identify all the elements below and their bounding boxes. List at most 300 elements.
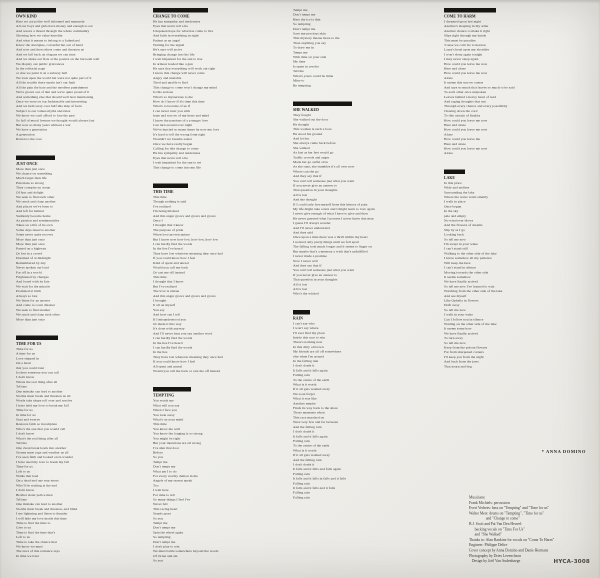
lyric-line: With time on your side [293,55,327,60]
lyric-line: Save my precious skin [293,31,326,36]
lyrics-section [16,155,152,322]
lyric-line: It falls and it falls again [293,434,328,439]
lyric-line: Here the ice is thin [293,17,321,22]
lyric-line: She walked out the door [293,117,329,122]
lyric-line: that you could trust [16,365,45,370]
section-title: SHE WALKED [293,107,319,112]
lyric-line: This racing heart [153,506,178,511]
lyric-line: I know the passions of a younger love [153,118,209,123]
lyric-line: It seems somehow [444,274,471,279]
lyric-line: Once I [153,218,163,223]
lyric-line: You know me well [153,426,181,431]
lyric-line: Watching from the other side of the lake [444,289,503,294]
lyric-line: Emotions so strong [16,180,44,185]
lyric-line: And we held sway over half this ship of fools [16,104,82,109]
lyric-line: Once we were on top fashionable and interesting [16,99,87,104]
lyric-line: Slip by as I go [444,227,465,232]
lyric-line: hope and sorrow of my heart and mind [153,113,210,118]
lyric-line: I can't stand still [444,246,468,251]
lyric-line: Time to take the chance that [16,539,57,544]
lyric-line: Or made it this way [153,321,182,326]
lyric-line: Is spent in revolte [293,64,319,69]
lyric-line: More than just once [16,317,45,322]
lyric-line: That yearn and beg [444,364,472,369]
lyric-line: I never made a promise [293,254,327,259]
lyric-line: They conspire an ocean [16,185,51,190]
lyric-line: Like Ophelia in flowers [444,298,479,303]
lyric-line: We listen for an answer [16,298,51,303]
lyric-line: I've shut that door [153,445,180,450]
lyric-line: How do I know if it's time this time [153,99,205,104]
lyric-line: Mine to [293,78,305,83]
lyric-line: One mistake can lead to another [16,389,63,394]
lyrics-column-4 [444,8,580,383]
section-title-redaction-bar [444,8,496,13]
credit-line: B.J. Scott and Pat Van Den Heuvel: [469,521,523,526]
lyric-line: The laws of this romance says [16,549,60,554]
lyric-line: Restores faith so incomplete [16,422,58,427]
lyric-line: And they say that if [293,263,322,268]
lyric-line: Chasing down the cord [444,108,478,113]
lyrics-section [153,387,289,563]
lyric-line: And the flowers of dreams [444,223,483,228]
lyrics-section [444,169,580,369]
lyric-line: So tell me now [444,237,466,242]
lyric-line: He has sympathy and tenderness [153,151,201,156]
lyric-line: A time for us [16,351,36,356]
lyric-line: And they said [293,230,314,235]
lyric-line: I can never trust you with [153,108,191,113]
lyric-line: You look away [153,412,175,417]
lyric-line: More than just once [16,242,45,247]
lyric-line: I guess I'll always wonder [293,221,331,226]
lyric-line: I won't sleep again tonight [444,52,483,57]
lyric-line: Words take shape roll over and resolve [16,398,73,403]
lyric-line: Tell me [16,497,27,502]
lyric-line: Never felt [153,502,168,507]
lyric-line: Tell me [16,384,27,389]
lyric-line: Who's the wicked [293,291,319,296]
lyric-line: For time to tell [153,492,175,497]
lyric-line: They have lost whatever meaning they once had [153,354,223,359]
credit-line: Musicians: [469,495,486,500]
lyric-line: I don't know [16,431,35,436]
lyric-line: Be tempting [293,83,311,88]
lyric-line: And raging thoughts that run [444,99,486,104]
section-title: LAKE [444,175,455,180]
credit-line: and "Change to come" [469,516,520,521]
lyric-line: Kind of spent and unreal [153,260,189,265]
lyric-line: I wait impatient for the sun to rise [153,57,203,62]
lyric-line: So tell me now [444,340,466,345]
lyric-line: What am I to do [153,469,177,474]
lyric-line: To the centre of the earth [293,377,330,382]
lyric-line: Start and swerve [16,417,41,422]
lyric-line: If you never give an answer to [293,183,338,188]
lyric-line: Another chance to make it right [444,28,490,33]
lyric-line: And we fall back on slogans we can trust [16,52,76,57]
lyric-line: Waiting on the other side of the lake [444,321,497,326]
section-title-redaction-bar [153,8,208,13]
lyric-line: Too [153,483,159,488]
lyric-line: Is this serious [153,90,173,95]
lyric-line: He has sympathy and tenderness [153,19,201,24]
credit-line: and "She Walked" [469,532,502,537]
credit-line: Evert Verhees: bass on "Tempting" and "Time for us" [469,505,550,511]
lyric-line: You say [153,307,165,312]
lyric-line: And this anger grows and grows and grows [153,213,216,218]
lyric-line: They fought [293,112,311,117]
lyric-line: Alone [444,151,453,156]
lyric-line: Frightened by changes [16,274,49,279]
lyric-line: As fast as her feet would go [293,150,334,155]
lyrics-section [16,8,152,142]
lyric-line: I wait impatient for the sun to set [153,160,202,165]
lyric-line: When love proven untrue [153,232,190,237]
lyric-line: I can hardly find the words [153,336,193,341]
lyric-line: Dreamed of at midnight [16,256,51,261]
lyric-line: How could you leave me now [444,71,488,76]
lyric-line: This must be paradise [444,38,476,43]
lyric-line: But I've realized [153,284,177,289]
lyric-line: Leaves behind a heavy heart of lead [444,94,497,99]
lyric-line: Love stepped in [16,356,40,361]
lyric-line: Can turn around over night [153,122,193,127]
lyric-line: I can hardly find the words [153,345,193,350]
lyric-line: Here and alone [444,141,466,146]
lyric-line: or else we paint it on a subway hall [16,71,68,76]
lyric-line: And she thought [293,197,317,202]
lyric-line: Some days deserve another [16,227,56,232]
lyric-line: That question in your thoughts [293,277,338,282]
lyrics-section [293,310,429,500]
lyric-line: Some never quite recover [16,232,54,237]
section-title-redaction-bar [16,155,55,160]
lyric-line: In the lies I've heard [153,246,183,251]
lyric-line: My life might take a turn and I might learn to love again [293,207,375,212]
lyric-line: I'm being mislead [153,209,179,214]
lyric-line: Left to us [16,469,30,474]
lyric-line: That question in your thoughts [293,188,338,193]
credit-line: backing vocals on "Time For Us" [469,526,525,532]
lyric-line: She walked [293,145,310,150]
lyric-line: So tempting [293,22,311,27]
lyrics-section [153,184,289,374]
lyric-line: And faith in everything in sight [153,33,199,38]
lyric-line: The purpose of pride [153,227,184,232]
lyric-line: What's the real thing after all [16,436,59,441]
lyric-line: Always so late [16,293,38,298]
lyric-line: I brought [153,298,167,303]
lyric-line: Alone [444,75,453,80]
lyric-line: So tell me now [444,307,466,312]
lyric-line: Angry and unstable [153,75,182,80]
lyric-line: It's done with anyway [153,326,185,331]
lyric-line: How could you leave me [444,137,481,142]
lyric-line: Can I follow you in silence [444,317,484,322]
lyric-line: Unspoken hope for what has come to live [153,28,214,33]
lyric-line: Don't tempt me [293,12,316,17]
lyric-line: Storms must break and threaten, and blind [16,506,78,511]
lyric-line: I thought that I knew [153,223,184,228]
lyric-line: No wind ever blows [444,218,474,223]
lyric-line: We soon forget [293,391,315,396]
lyric-line: What's yours could be mine [293,73,334,78]
lyric-line: Tell me [16,441,27,446]
lyric-line: To this curtain of finality [444,113,481,118]
lyric-line: You can't tell someone just what you want [293,268,355,273]
lyric-line: All is lost [293,192,308,197]
lyric-line: Once we have really begun [153,141,193,146]
lyric-line: I know somehow all my patience [444,256,492,261]
credit-line: Cover concept by Anna Domino and Danie Hermans [469,547,549,553]
lyric-line: I noticed only pretty things until we fell apart [293,239,359,244]
lyric-line: Time for us [16,346,33,351]
lyric-line: So you [153,558,164,563]
lyric-line: In this place [444,180,462,185]
lyric-line: Now I never will [293,258,318,263]
lyric-line: What is it worth [293,382,317,387]
lyric-line: We're grown out of that and we're quite proud of it [16,90,90,95]
lyric-line: I wait here [153,488,169,493]
lyric-line: I thought that I knew [153,279,184,284]
lyric-line: Finds its way back to the shore [293,406,338,411]
lyric-line: I have held my love to break my fall [16,403,69,408]
lyric-line: I will hide my love inside this time [16,516,67,521]
lyric-line: And I'll never hear you say another word [153,331,213,336]
artist-signature: * ANNA DOMINO [541,449,586,454]
lyrics-section [293,8,429,88]
lyric-line: Inside this race to win [293,335,326,340]
lyric-line: We know we can't afford to lose the past [16,113,75,118]
lyric-line: In this dirty old town [293,344,324,349]
lyrics-section [16,335,152,558]
lyric-line: And let her [293,136,310,141]
lyric-line: Passed on a highway [16,246,47,251]
credit-line: Photography by Dries Levenchson [469,553,521,558]
lyric-line: You watch me [153,398,174,403]
lyric-line: We know we must [16,544,43,549]
lyric-line: I don't doubt it [293,462,315,467]
lyric-line: Eyes that never tell a lie [153,24,189,29]
lyric-line: Tempt me [153,521,168,525]
lyric-line: We chance on something [16,171,53,176]
lyric-line: Eyes that never tell a lie [153,155,189,160]
lyric-line: I don't know [16,375,35,380]
lyric-line: When I face you [153,408,177,413]
section-title: TIME FOR US [16,341,42,346]
lyrics-column-1 [16,8,152,572]
lyric-line: There's nothing new [293,340,323,345]
lyric-line: And see myself [444,293,467,298]
lyric-line: This time [153,195,167,199]
lyric-line: Never spoken out loud [16,265,49,270]
lyric-line: And we shake our fists at the posters on the barroom wall [16,57,100,62]
lyric-line: Were very few and far between [293,420,339,425]
lyric-line: If you could know how I feel [153,256,196,261]
lyric-line: He stood his ground [293,131,323,136]
lyric-line: I don't know [16,488,35,493]
lyric-line: This woman is such a bore [293,127,332,132]
lyric-line: I don't doubt it [293,429,315,434]
lyric-line: Looking back [444,232,464,237]
lyric-line: I can hardly find the words [153,242,193,247]
lyric-line: It falls and it falls in falls and it falls [293,476,346,481]
lyric-line: In armour leaded like a gun [153,61,193,66]
lyric-line: I can't say who [293,321,315,326]
lyric-line: Moving towards the other side [444,270,489,275]
lyric-line: Traffic crowds and anger [293,155,330,160]
lyric-line: Time for us [16,464,33,469]
lyric-line: I don't doubt it [293,363,315,368]
lyric-line: On a heart [16,361,32,366]
lyric-line: Here and alone [444,66,466,71]
lyric-line: In the editorial page [16,66,46,71]
lyric-line: Waiting for the signal [153,43,185,48]
credit-line: Walter Mets: drums on "Tempting", "Time for us" [469,510,544,516]
lyric-line: Don't tempt me [153,539,176,544]
lyric-line: This time [153,274,167,279]
lyric-line: Stands apart [153,511,171,516]
lyric-line: We must battle somewhere beyond the words [153,549,219,554]
lyric-line: Left to us [16,535,30,540]
lyric-line: Or lost in a crowd [16,251,43,256]
lyric-line: Tempt me [293,50,308,55]
lyric-line: Calling for this change to come [153,146,199,151]
lyric-line: In time for us [16,412,36,417]
lyric-line: I don't play to win [153,544,180,549]
lyric-line: And they say that if [293,174,322,179]
section-title-redaction-bar [16,8,56,13]
lyric-line: It all on myself [153,303,176,308]
lyrics-section [293,101,429,296]
section-title-redaction-bar [16,335,58,340]
lyric-line: And says so much that leaves so much to be said [444,85,515,90]
lyric-line: Falling rain [293,481,310,486]
lyric-line: If I could only free myself from this history of pain [293,202,368,207]
section-title-redaction-bar [444,169,465,174]
lyric-line: Wouldn't we breathe easier [153,137,193,142]
lyric-line: You can't tell someone just what you want [293,178,355,183]
section-title-redaction-bar [153,184,188,189]
lyric-line: So you [153,516,164,521]
lyric-line: Remembered by day [16,260,46,265]
lyric-line: We display our public grievances [16,61,65,66]
lyric-line: So full of moral lessons we thought would always last [16,118,95,123]
lyrics-section [153,8,289,170]
lyric-line: Of fear and delight [16,190,44,195]
lyric-line: All the trouble there surely isn't our fault [16,80,76,85]
lyric-line: Subject to our values myths and rules [16,108,71,113]
lyric-line: This time [153,422,167,427]
lyric-line: One clean break leads into another [16,445,67,450]
lyric-line: Storms must rage and weather us all [16,450,69,455]
lyric-line: I'm swept in your wake [444,242,478,247]
lyric-line: Though nothing is said [153,199,187,204]
credit-line: Thanks to: Alan Rankine for vocals on "Come To Harm" [469,537,555,542]
lyric-line: Falling rain [293,471,310,476]
lyric-line: Far off in a world [16,270,42,275]
lyric-line: Keep from the poison flowers [444,345,488,350]
lyric-line: It falls and it falls and falls again [293,467,341,472]
lyric-line: We have finally arrived [444,279,479,284]
lyric-line: So many things I feel I've [153,497,191,502]
lyric-line: I've realized [153,204,171,209]
lyric-line: But now so many years without a war [16,122,71,127]
lyric-line: As she runs, she stumbles it's all over now [293,164,355,169]
lyric-line: Here we are polite well informed and mannerly [16,19,85,24]
lyric-line: In the lies I've heard [153,340,183,345]
lyric-line: Wide and endless [444,185,470,190]
lyric-line: I can't stand in silence [444,265,477,270]
lyric-line: The falling took much longer and it seems to linger on [293,244,372,249]
section-title: COME TO HARM [444,14,476,19]
section-title-redaction-bar [293,101,352,106]
lyric-line: In time we trust [16,553,39,558]
lyric-line: Spin the wheel again [153,530,184,535]
lyric-line: We look upon the world but were not quite part of it [16,75,92,80]
section-title: OWN KIND [16,14,37,19]
lyric-line: I never give enough of what I have to give and then [293,211,368,216]
lyric-line: All spent and unreal [153,364,183,369]
lyric-line: Where can she go [293,169,319,174]
lyric-line: Whats the real thing after all [16,379,58,384]
lyric-line: We have finally arrived [444,331,479,336]
lyric-line: If it all gets washed away [293,453,330,458]
lyric-line: Or cast me off instead [153,270,185,275]
lyric-line: It seems some how [444,326,472,331]
lyric-line: How could you leave me now [444,127,488,132]
lyric-line: It seems this sorrow comes [444,80,484,85]
lyric-line: Rotten to the core [16,137,42,142]
lyric-line: I dreamed upon last night [444,19,482,24]
lyric-line: More than just once [16,166,45,171]
lyric-line: Will keep me here [444,260,471,265]
lyric-line: What's on your mind [153,417,184,422]
lyric-line: My time [293,59,306,64]
lyric-line: To each other once unspoken [444,90,487,95]
lyrics-section [444,8,580,156]
lyric-line: Laura's head upon my shoulder [444,47,490,52]
lyric-line: Tired and unable to find [153,80,188,85]
lyric-line: This mystery means more to me [293,36,340,41]
lyric-line: Another empire [293,401,316,406]
lyric-line: Slips right through my hands [444,33,487,38]
lyric-line: And come to court disaster [16,303,56,308]
lyric-line: We reach and clasp each other [16,312,60,317]
lyric-line: He never guessed what I possess I never knew that man [293,216,374,221]
lyric-line: Through every chance and every possibility [444,104,508,109]
lyric-line: Tempt me [293,8,308,12]
section-title-redaction-bar [153,387,191,392]
lyric-line: And places we've been to [16,204,53,209]
credits-block [469,495,554,564]
lyric-line: More than just once [16,237,45,242]
credit-line: Frank Michiels: percussion [469,500,510,505]
lyric-line: Tell me [293,69,304,74]
lyric-line: Angels of my reason speak [153,478,193,483]
lyric-line: I've seen faith and looked on in wonder [16,455,74,460]
lyric-line: Falling rain [293,495,310,500]
lyric-line: Know the aborigine, colourful but out of hand [16,43,83,48]
lyric-line: We have a generation [16,127,48,132]
lyric-line: In the lies [153,350,168,355]
lyric-line: And the falling rain [293,424,322,429]
lyric-line: What will you say [153,403,180,408]
lyrics-column-3 [293,8,429,514]
lyric-line: This change to come won't change my mind [153,85,217,90]
lyric-line: pale and empty [444,213,467,218]
